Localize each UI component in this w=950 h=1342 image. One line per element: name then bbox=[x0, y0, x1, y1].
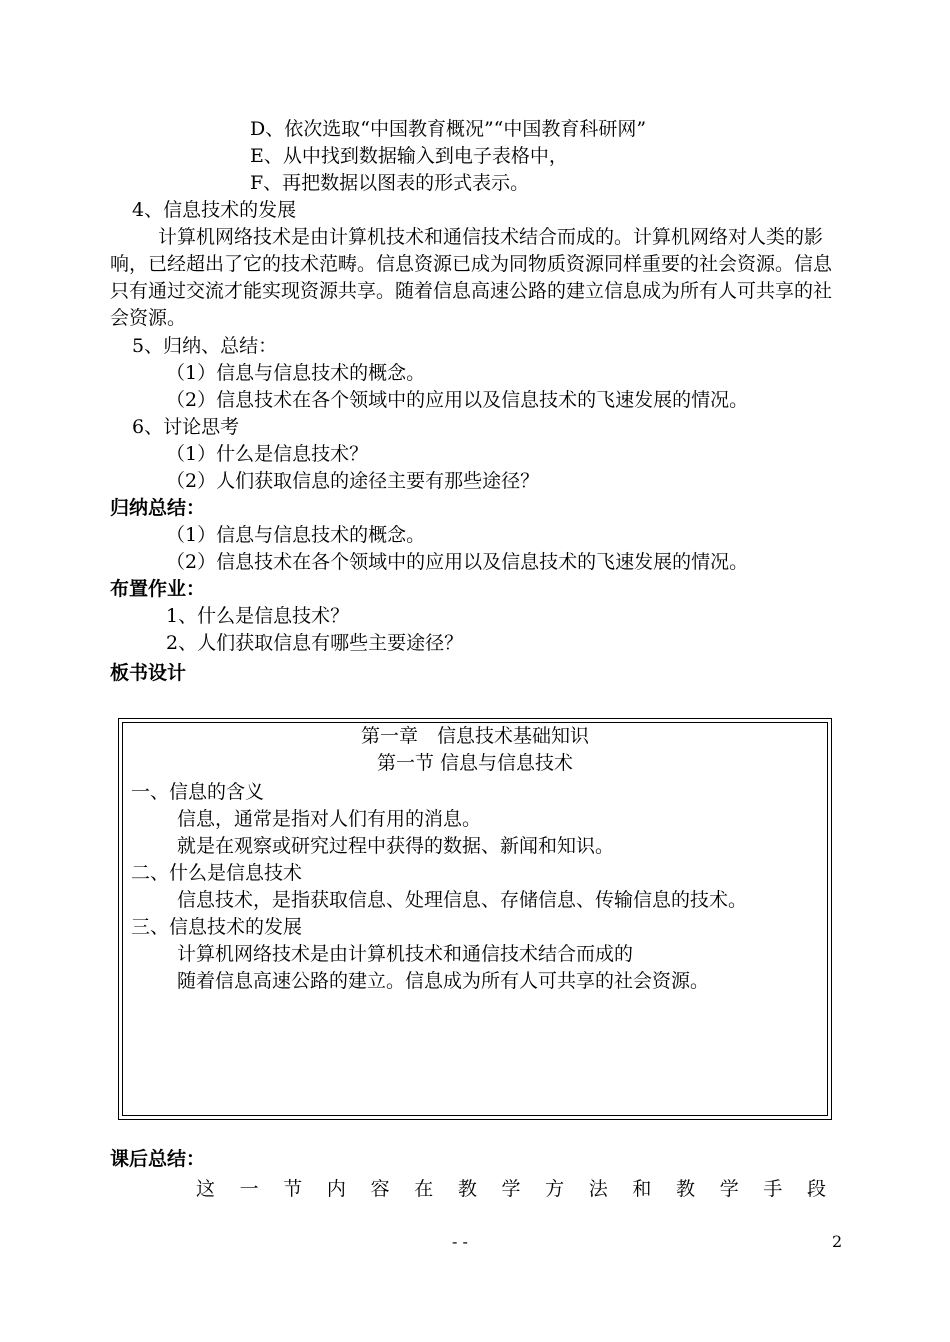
after-class-char: 一 bbox=[239, 1178, 259, 1200]
board-design-heading: 板书设计 bbox=[110, 662, 187, 684]
section5-title: 5、归纳、总结： bbox=[132, 335, 278, 357]
section4-paragraph: 计算机网络技术是由计算机技术和通信技术结合而成的。计算机网络对人类的影响，已经超出了它的技术范畴。信息资源已成为同物质资源同样重要的社会资源。信息只有通过交流才能实现资源共享。随着信息高速公路的建立信息成为所有人可共享的社会资源。 bbox=[110, 226, 833, 329]
homework-heading: 布置作业： bbox=[110, 578, 206, 600]
section4-title: 4、信息技术的发展 bbox=[132, 199, 297, 221]
after-class-char: 这 bbox=[196, 1178, 216, 1200]
board-design-inner-border bbox=[122, 722, 828, 1116]
section5-item-1: （1）信息与信息技术的概念。 bbox=[166, 362, 426, 384]
after-class-char: 手 bbox=[763, 1178, 783, 1200]
page-number: 2 bbox=[832, 1232, 843, 1251]
summary-item-2: （2）信息技术在各个领域中的应用以及信息技术的飞速发展的情况。 bbox=[166, 551, 749, 573]
after-class-char: 教 bbox=[676, 1178, 696, 1200]
homework-item-2: 2、人们获取信息有哪些主要途径？ bbox=[166, 632, 464, 654]
board-part1-line2: 就是在观察或研究过程中获得的数据、新闻和知识。 bbox=[177, 835, 615, 857]
summary-heading: 归纳总结： bbox=[110, 497, 206, 519]
after-class-heading: 课后总结： bbox=[110, 1148, 206, 1170]
step-d: D、依次选取“中国教育概况”“中国教育科研网” bbox=[250, 118, 647, 140]
after-class-char: 在 bbox=[414, 1178, 434, 1200]
board-part3-line1: 计算机网络技术是由计算机技术和通信技术结合而成的 bbox=[177, 943, 634, 965]
after-class-char: 学 bbox=[719, 1178, 739, 1200]
board-design-box bbox=[118, 718, 832, 1120]
after-class-char: 法 bbox=[588, 1178, 608, 1200]
section6-item-2: （2）人们获取信息的途径主要有那些途径？ bbox=[166, 470, 540, 492]
homework-item-1: 1、什么是信息技术？ bbox=[166, 605, 350, 627]
section6-title: 6、讨论思考 bbox=[132, 416, 240, 438]
board-part3-title: 三、信息技术的发展 bbox=[131, 916, 303, 938]
board-part1-title: 一、信息的含义 bbox=[131, 781, 265, 803]
after-class-char: 内 bbox=[326, 1178, 346, 1200]
board-part2-title: 二、什么是信息技术 bbox=[131, 862, 303, 884]
board-part3-line2: 随着信息高速公路的建立。信息成为所有人可共享的社会资源。 bbox=[177, 970, 710, 992]
after-class-char: 节 bbox=[283, 1178, 303, 1200]
footer-separator: - - bbox=[452, 1232, 468, 1251]
after-class-char: 学 bbox=[501, 1178, 521, 1200]
board-part1-line1: 信息，通常是指对人们有用的消息。 bbox=[177, 808, 482, 830]
board-chapter: 第一章 信息技术基础知识 bbox=[360, 725, 589, 747]
step-f: F、再把数据以图表的形式表示。 bbox=[250, 172, 530, 194]
after-class-char: 方 bbox=[545, 1178, 565, 1200]
step-e: E、从中找到数据输入到电子表格中， bbox=[250, 145, 568, 167]
section6-item-1: （1）什么是信息技术？ bbox=[166, 443, 369, 465]
after-class-text bbox=[196, 1176, 826, 1203]
after-class-char: 教 bbox=[457, 1178, 477, 1200]
section5-item-2: （2）信息技术在各个领域中的应用以及信息技术的飞速发展的情况。 bbox=[166, 389, 749, 411]
board-section: 第一节 信息与信息技术 bbox=[376, 752, 574, 774]
summary-item-1: （1）信息与信息技术的概念。 bbox=[166, 524, 426, 546]
after-class-char: 容 bbox=[370, 1178, 390, 1200]
after-class-char: 段 bbox=[806, 1178, 826, 1200]
board-part2-line1: 信息技术，是指获取信息、处理信息、存储信息、传输信息的技术。 bbox=[177, 889, 748, 911]
after-class-char: 和 bbox=[632, 1178, 652, 1200]
